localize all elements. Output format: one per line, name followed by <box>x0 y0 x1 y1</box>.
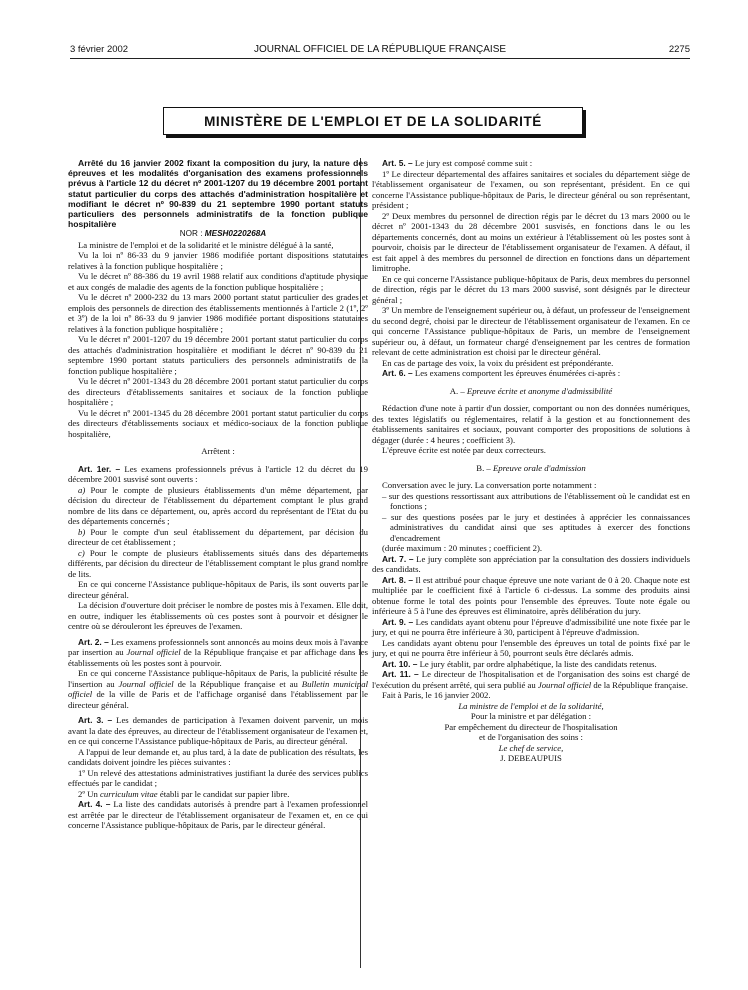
article-9 <box>372 617 690 638</box>
paragraph: Conversation avec le jury. La conversation porte notamment : <box>382 480 597 490</box>
list-item: – sur des questions ressortissant aux attributions de l'établissement où le candidat est en fonctions ; <box>382 490 690 511</box>
article-1 <box>68 464 368 485</box>
paragraph: (durée maximum : 20 minutes ; coefficient 2). <box>382 543 543 553</box>
item-text: Pour le compte de plusieurs établissements situés dans des départements différents, par décision du directeur de l'établissement comptant le plus grand nombre de lits. <box>68 547 369 579</box>
visa: Vu le décret nº 2001-1345 du 28 décembre 2001 portant statut particulier du corps des directeurs d'établissements sociaux et médico-sociaux de la fonction publique hospitalière, <box>68 407 368 439</box>
visa: Vu le décret nº 2001-1207 du 19 décembre 2001 portant statut particulier du corps des attachés d'administration hospitalière et modifiant le décret nº 90-839 du 21 septembre 1990 portant statuts particuliers des personnels administratifs de la fonction publique hospitalière ; <box>68 334 368 376</box>
article-text: Les examens comportent les épreuves énumérées ci-après : <box>414 368 621 378</box>
article-label: Art. 11. – <box>382 669 419 679</box>
header-page-number: 2275 <box>668 44 690 55</box>
bulletin-ref: Bulletin municipal officiel <box>68 678 368 700</box>
header-journal: JOURNAL OFFICIEL DE LA RÉPUBLIQUE FRANÇAISE <box>253 44 507 55</box>
item-label: a) <box>78 484 86 495</box>
signature-line: Par empêchement du directeur de l'hospitalisation <box>444 721 618 732</box>
article-text: Le jury est composé comme suit : <box>414 158 533 168</box>
article-5 <box>372 158 690 169</box>
nor-value: MESH0220268A <box>204 229 267 239</box>
text: En ce qui concerne l'Assistance publique-hôpitaux de Paris, la publicité résulte de l'insertion au <box>68 668 368 689</box>
article-text: Les candidats ayant obtenu pour l'épreuve d'admissibilité une note fixée par le jury, et qui ne pourra être inférieure à 30, participent à l'épreuve d'admission. <box>372 616 690 637</box>
paragraph: 2º Deux membres du personnel de direction régis par le décret du 13 mars 2000 ou le décret nº 2001-1343 du 28 décembre 2001 susvisés, en fonctions dans le ou les départements concernés, dont au moins un extérieur à l'établissement où les postes sont à pourvoir, choisis par le directeur de l'établissement organisateur de l'examen. A défaut, il est fait appel à des membres du personnel de direction en fonctions dans un département limitrophe. <box>372 210 690 273</box>
left-column <box>68 158 368 831</box>
article-label: Art. 10. – <box>382 658 418 669</box>
signatory-name: J. DEBEAUPUIS <box>500 753 562 763</box>
article-7 <box>372 554 690 575</box>
decree-title: Arrêté du 16 janvier 2002 fixant la composition du jury, la nature des épreuves et les modalités d'organisation des examens professionnels prévus à l'article 12 du décret nº 2001-1207 du 19 décembre 2001 portant statut particulier du corps des attachés d'administration hospitalière et modifiant le décret nº 90-839 du 21 septembre 1990 portant statuts particuliers des personnels administratifs de la fonction publique hospitalière <box>68 158 368 230</box>
article-2 <box>68 637 368 669</box>
visa: Vu le décret nº 88-386 du 19 avril 1988 relatif aux conditions d'aptitude physique et aux congés de maladie des agents de la fonction publique hospitalière ; <box>68 271 368 292</box>
visa: Vu le décret nº 2000-232 du 13 mars 2000 portant statut particulier des grades et emplois des personnels de direction des établissements mentionnés à l'article 2 (1º, 2º et 3º) de la loi nº 86-33 du 9 janvier 1986 modifiée portant dispositions statutaires relatives à la fonction publique hospitalière ; <box>68 292 368 334</box>
article-text: La liste des candidats autorisés à prendre part à l'examen professionnel est arrêtée par le directeur de l'établissement organisateur de l'examen et, en ce qui concerne l'Assistance publique-hôpitaux de Paris, par le directeur général. <box>68 799 368 831</box>
article-10 <box>372 659 690 670</box>
article-label: Art. 1er. – <box>78 463 121 474</box>
section-label: B. – <box>476 462 491 473</box>
article-1-c <box>68 548 368 580</box>
journal-ref: Journal officiel <box>118 678 174 689</box>
article-11 <box>372 669 690 690</box>
article-text: Les examens professionnels prévus à l'article 12 du décret du 19 décembre 2001 susvisé sont ouverts : <box>68 463 368 485</box>
article-text: Le jury complète son appréciation par la consultation des dossiers individuels des candidats. <box>372 553 690 574</box>
preamble: La ministre de l'emploi et de la solidarité et le ministre délégué à la santé, <box>78 239 334 250</box>
header-rule <box>70 58 690 59</box>
paragraph: 3º Un membre de l'enseignement supérieur ou, à défaut, un professeur de l'enseignement du second degré, choisi par le directeur de l'établissement organisateur de l'examen. En ce qui concerne l'Assistance publique-hôpitaux de Paris, un membre de l'enseignement supérieur ou, à défaut, un formateur chargé d'enseignement par les centres de formation relevant de cette administration est choisi par le directeur général. <box>372 305 690 357</box>
ministry-box <box>163 107 583 135</box>
journal-ref: Journal officiel <box>537 679 592 690</box>
paragraph: 1º Le directeur départemental des affaires sanitaires et sociales du département siège de l'établissement organisateur de l'examen, ou son représentant, président. En ce qui concerne l'Assistance publique-hôpitaux de Paris, le directeur général ou son représentant, président ; <box>372 168 690 210</box>
section-b-heading <box>372 463 690 474</box>
article-text: de la République française. <box>593 679 688 690</box>
visa: Vu le décret nº 2001-1343 du 28 décembre 2001 portant statut particulier du corps des directeurs d'établissements sanitaires et sociaux de la fonction publique hospitalière ; <box>68 376 368 408</box>
paragraph: En ce qui concerne l'Assistance publique-hôpitaux de Paris, ils sont ouverts par le directeur général. <box>68 579 368 600</box>
header-date: 3 février 2002 <box>70 44 129 55</box>
article-label: Art. 4. – <box>78 799 111 810</box>
paragraph: Les candidats ayant obtenu pour l'ensemble des épreuves un total de points fixé par le jury, et qui ne pourra être inférieur à 50, pourront seuls être déclarés admis. <box>372 637 690 658</box>
arretent: Arrêtent : <box>201 446 235 457</box>
article-1-a <box>68 485 368 527</box>
article-label: Art. 5. – <box>382 158 413 168</box>
article-text: de la République française et par affichage dans les établissements où les postes sont à pourvoir. <box>68 647 368 668</box>
text: de la République française et au <box>177 678 298 689</box>
text: établi par le candidat sur papier libre. <box>159 788 290 799</box>
ministry-title: MINISTÈRE DE L'EMPLOI ET DE LA SOLIDARITÉ <box>204 113 542 129</box>
item-label: b) <box>78 526 86 537</box>
right-column <box>372 158 690 764</box>
article-3 <box>68 715 368 747</box>
item-text: Pour le compte d'un seul établissement du département, par décision du directeur de cet établissement ; <box>68 526 369 548</box>
article-6 <box>372 368 690 379</box>
text: 2º Un <box>78 788 98 799</box>
paragraph: 1º Un relevé des attestations administratives justifiant la durée des services publics effectués par le candidat ; <box>68 767 368 789</box>
article-label: Art. 6. – <box>382 368 413 378</box>
section-label: A. – <box>449 385 465 396</box>
signature-delegation: Pour la ministre et par délégation : <box>470 711 592 721</box>
section-title: Epreuve orale d'admission <box>492 462 586 473</box>
signature-role: Le chef de service, <box>498 742 564 753</box>
section-a-heading <box>372 386 690 397</box>
item-text: Pour le compte de plusieurs établissements d'un même département, par décision du directeur de l'établissement du département comptant le plus grand nombre de lits dans ce département, ou, après accord du représentant de l'Etat du ou des départements concernés ; <box>68 484 369 527</box>
article-label: Art. 7. – <box>382 553 414 564</box>
signature-minister: La ministre de l'emploi et de la solidarité, <box>458 700 604 711</box>
signature-line: et de l'organisation des soins : <box>479 732 583 742</box>
visa: Vu la loi nº 86-33 du 9 janvier 1986 modifiée portant dispositions statutaires relatives à la fonction publique hospitalière ; <box>68 250 368 271</box>
paragraph: En ce qui concerne l'Assistance publique-hôpitaux de Paris, deux membres du personnel de direction, régis par le décret du 13 mars 2000 susvisé, sont désignés par le directeur général ; <box>372 273 690 305</box>
article-text: Les examens professionnels sont annoncés au moins deux mois à l'avance par insertion au <box>68 636 368 658</box>
paragraph: La décision d'ouverture doit préciser le nombre de postes mis à l'examen. Elle doit, en outre, indiquer les établissements où ces postes sont à pourvoir et désigner le centre où se dérouleront les épreuves de l'examen. <box>68 600 368 632</box>
paragraph: Rédaction d'une note à partir d'un dossier, comportant ou non des données numériques, des textes législatifs ou réglementaires, relatif à la gestion et au fonctionnement des établissements sanitaires et sociaux, pouvant comporter des propositions de solutions à dégager (durée : 4 heures ; coefficient 3). <box>372 403 690 445</box>
article-label: Art. 8. – <box>382 574 414 585</box>
section-title: Epreuve écrite et anonyme d'admissibilité <box>466 385 613 396</box>
nor-reference <box>68 229 368 240</box>
article-label: Art. 3. – <box>78 715 113 726</box>
article-label: Art. 9. – <box>382 616 414 627</box>
article-text: Le jury établit, par ordre alphabétique, la liste des candidats retenus. <box>419 658 657 669</box>
text: de la ville de Paris et de l'affichage organisé dans l'établissement par le directeur général. <box>68 689 368 710</box>
article-text: Les demandes de participation à l'examen doivent parvenir, un mois avant la date des épreuves, au directeur de l'établissement organisateur de l'examen et, en ce qui concerne l'Assistance publique-hôpitaux de Paris, au directeur général. <box>68 715 369 747</box>
article-text: Le directeur de l'hospitalisation et de l'organisation des soins est chargé de l'exécution du présent arrêté, qui sera publié au <box>372 669 690 690</box>
article-1-b <box>68 527 368 548</box>
date-line: Fait à Paris, le 16 janvier 2002. <box>382 690 491 700</box>
article-4 <box>68 799 368 831</box>
article-label: Art. 2. – <box>78 636 109 647</box>
item-label: c) <box>78 547 85 558</box>
paragraph: En cas de partage des voix, la voix du président est prépondérante. <box>382 357 614 368</box>
paragraph <box>68 789 368 800</box>
paragraph: L'épreuve écrite est notée par deux correcteurs. <box>382 445 546 455</box>
journal-ref: Journal officiel <box>126 647 181 658</box>
article-text: Il est attribué pour chaque épreuve une note variant de 0 à 20. Chaque note est multipliée par le coefficient fixé à l'article 6 ci-dessus. La somme des produits ainsi obtenue forme le total des points pour l'ensemble des épreuves. Toute note égale ou inférieure à 5 à l'une des épreuves est éliminatoire, après délibération du jury. <box>372 574 691 616</box>
cv-ref: curriculum vitae <box>100 788 158 799</box>
article-8 <box>372 575 690 617</box>
paragraph <box>68 668 368 710</box>
nor-label: NOR : <box>179 229 203 239</box>
list-item: – sur des questions posées par le jury et destinées à apprécier les connaissances administratives du candidat ainsi que ses aptitudes à exercer des fonctions d'encadrement <box>382 511 690 543</box>
paragraph: A l'appui de leur demande et, au plus tard, à la date de publication des résultats, les candidats doivent joindre les pièces suivantes : <box>68 746 368 768</box>
